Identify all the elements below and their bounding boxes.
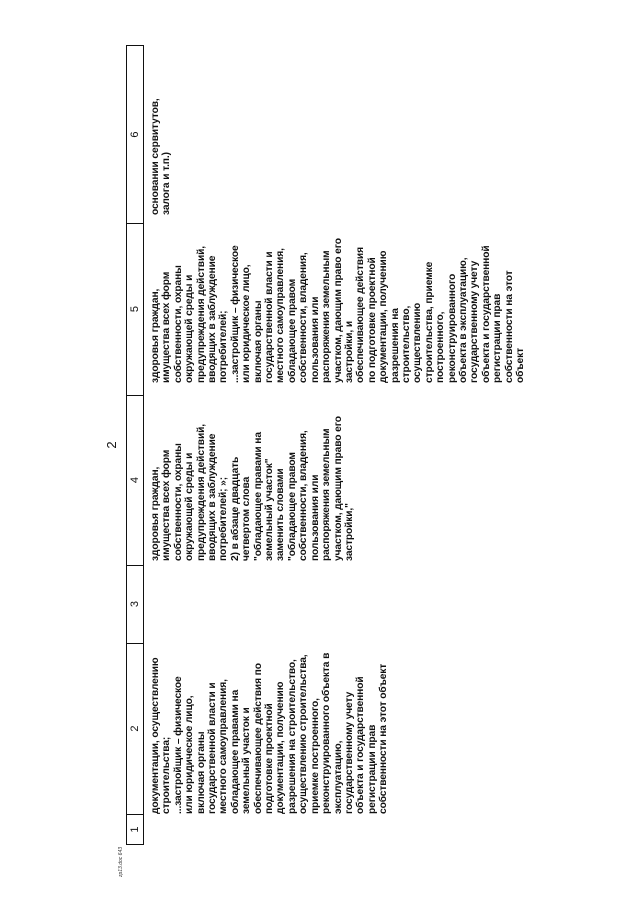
- column-2-text: документации, осуществлению строительства; ...застройщик – физическое или юридическое лицо, включая органы государственной власти и местного самоуправления, обладающее правами на земельный участок и обеспечивающее действия по подготовке проектной документации, получению разрешения на строительство, осуществлению строительства, приемке построенного, реконструированного объекта в эксплуатацию, государственному учету объекта и государственной регистрации прав собственности на этот объект: [150, 652, 390, 814]
- column-6-text: основании сервитутов, залога и т.п.): [150, 98, 173, 215]
- column-number-1: 1: [129, 826, 141, 833]
- column-4-text: здоровья граждан, имущества всех форм собственности, охраны окружающей среды и предупреждения действий, вводящих в заблуждение потребителей; »; 2) в абзаце двадцать четвертом слова "обладающее правами на земельный участок" заменить словами "обладающее правом собственности, владения, пользования или распоряжения земельным участком, дающим право его застройки,": [150, 416, 355, 561]
- page-number: 2: [104, 441, 119, 449]
- column-5-text: здоровья граждан, имущества всех форм собственности, охраны окружающей среды и предупреждения действий, вводящих в заблуждение потребителей; ...застройщик – физическое или юридическое лицо, включая органы государственной власти и местного самоуправления, обладающее правом собственности, владения, пользования или распоряжения земельным участком, дающим право его застройки, и обеспечивающее действия по подготовке проектной документации, получению разрешения на строительство, осуществлению строительства, приемке построенного, реконструированного объекта в эксплуатацию, государственному учету объекта и государственной регистрации прав собственности на этот объект: [150, 238, 526, 383]
- column-number-3: 3: [127, 565, 143, 644]
- column-number-2: 2: [127, 643, 143, 815]
- column-number-4: 4: [127, 395, 143, 566]
- rotated-page: [100, 45, 540, 877]
- column-number-5: 5: [127, 223, 143, 396]
- column-number-row: [126, 45, 144, 845]
- file-footer: zp13.doc 643: [118, 846, 124, 877]
- column-number-6: 6: [127, 46, 143, 224]
